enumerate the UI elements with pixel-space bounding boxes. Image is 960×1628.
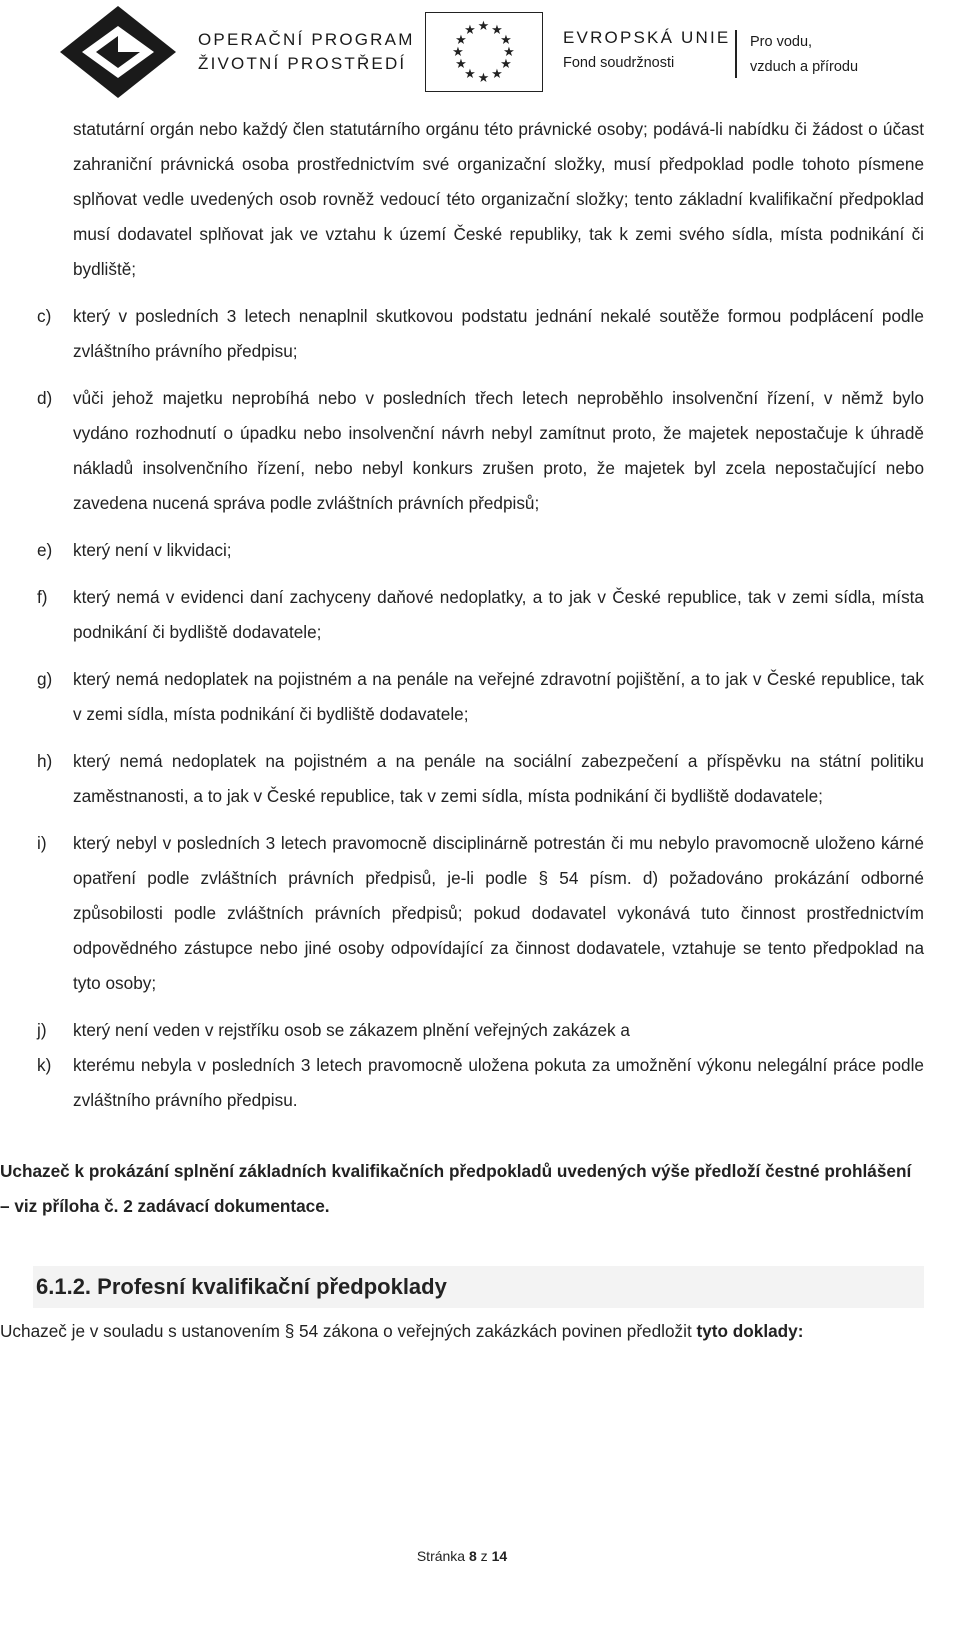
header-divider [735, 30, 737, 78]
svg-text:★: ★ [464, 23, 476, 38]
list-item-text: který nemá nedoplatek na pojistném a na penále na sociální zabezpečení a příspěvku na státní politiku zaměstnanosti, a to jak v České republice, tak v zemi sídla, místa podnikání či bydliště dodavatele; [73, 751, 924, 806]
page-total: 14 [491, 1548, 508, 1564]
eu-flag-icon [425, 12, 543, 92]
svg-text:★: ★ [500, 57, 512, 72]
svg-text:★: ★ [491, 23, 503, 38]
list-item-text: který není veden v rejstříku osob se zákazem plnění veřejných zakázek a [73, 1020, 630, 1040]
list-item [0, 299, 924, 369]
list-item-label: i) [37, 833, 47, 853]
svg-text:★: ★ [455, 57, 467, 72]
list-item-text: vůči jehož majetku neprobíhá nebo v posledních třech letech neproběhlo insolvenční řízení, v němž bylo vydáno rozhodnutí o úpadku nebo insolvenční návrh nebyl zamítnut proto, že majetek nepostačuje k úhradě nákladů insolvenčního řízení, nebo nebyl konkurs zrušen proto, že majetek byl zcela nepostačující nebo zavedena nucená správa podle zvláštních právních předpisů; [73, 388, 924, 513]
final-text: Uchazeč je v souladu s ustanovením § 54 zákona o veřejných zakázkách povinen předložit [0, 1321, 697, 1341]
list-item-label: d) [37, 388, 53, 408]
list-item-text: který nemá v evidenci daní zachyceny daňové nedoplatky, a to jak v České republice, tak v zemi sídla, místa podnikání či bydliště dodavatele; [73, 587, 924, 642]
bold-statement: Uchazeč k prokázání splnění základních kvalifikačních předpokladů uvedených výše předloží čestné prohlášení – viz příloha č. 2 zadávací dokumentace. [0, 1161, 912, 1216]
list-item [0, 580, 924, 650]
svg-text:★: ★ [464, 67, 476, 82]
slogan [750, 30, 858, 80]
list-item [0, 1013, 924, 1048]
svg-text:★: ★ [477, 19, 490, 34]
list-item-text: který není v likvidaci; [73, 540, 232, 560]
section-heading: 6.1.2. Profesní kvalifikační předpoklady [33, 1266, 924, 1308]
page-of: z [476, 1548, 492, 1564]
list-item-label: e) [37, 540, 53, 560]
page-footer [0, 1548, 924, 1564]
list-item-label: f) [37, 587, 48, 607]
eu-name: EVROPSKÁ UNIE [563, 28, 731, 47]
document-body [0, 110, 924, 1349]
list-item-text: který nemá nedoplatek na pojistném a na penále na veřejné zdravotní pojištění, a to jak v České republice, tak v zemi sídla, místa podnikání či bydliště dodavatele; [73, 669, 924, 724]
slogan-line-2: vzduch a přírodu [750, 59, 859, 75]
fund-name: Fond soudržnosti [563, 55, 675, 71]
page-header [0, 0, 960, 105]
svg-text:★: ★ [455, 33, 467, 48]
page-prefix: Stránka [416, 1548, 469, 1564]
list-item-label: g) [37, 669, 53, 689]
svg-text:★: ★ [452, 45, 464, 60]
svg-text:★: ★ [500, 33, 512, 48]
list-item-label: k) [37, 1055, 52, 1075]
svg-text:★: ★ [491, 67, 503, 82]
slogan-line-1: Pro vodu, [750, 34, 813, 50]
list-item [0, 662, 924, 732]
list-item [0, 826, 924, 1001]
list-item-text: kterému nebyla v posledních 3 letech pravomocně uložena pokuta za umožnění výkonu nelegální práce podle zvláštního právního předpisu. [73, 1055, 924, 1110]
list-item-text: který nebyl v posledních 3 letech pravomocně disciplinárně potrestán či mu nebylo pravomocně uloženo kárné opatření podle zvláštních právních předpisů, je-li podle § 54 písm. d) požadováno prokázání odborné způsobilosti podle zvláštních právních předpisů; pokud dodavatel vykonává tuto činnost prostřednictvím odpovědného zástupce nebo jiné osoby odpovídající za činnost dodavatele, vztahuje se tento předpoklad na tyto osoby; [73, 833, 924, 993]
list-item [0, 533, 924, 568]
list-item-label: c) [37, 306, 52, 326]
page-number: 8 [468, 1548, 477, 1564]
list-item [0, 1048, 924, 1118]
svg-text:★: ★ [477, 71, 490, 86]
continuation-paragraph: statutární orgán nebo každý člen statutárního orgánu této právnické osoby; podává-li nabídku či žádost o účast zahraniční právnická osoba prostřednictvím své organizační složky, musí předpoklad podle tohoto písmene splňovat vedle uvedených osob rovněž vedoucí této organizační složky; tento základní kvalifikační předpoklad musí dodavatel splňovat jak ve vztahu k území České republiky, tak k zemi svého sídla, místa podnikání či bydliště; [73, 119, 924, 279]
list-item-label: j) [37, 1020, 47, 1040]
op-program-name [198, 28, 415, 76]
list-item [0, 744, 924, 814]
list-item-label: h) [37, 751, 53, 771]
list-item [0, 381, 924, 521]
list-item-text: který v posledních 3 letech nenaplnil skutkovou podstatu jednání nekalé soutěže formou podplácení podle zvláštního právního předpisu; [73, 306, 924, 361]
final-paragraph [0, 1314, 924, 1349]
final-bold-text: tyto doklady: [696, 1321, 804, 1341]
op-zp-logo-icon [58, 4, 178, 100]
op-line-2: ŽIVOTNÍ PROSTŘEDÍ [198, 54, 407, 73]
svg-text:★: ★ [503, 45, 515, 60]
op-line-1: OPERAČNÍ PROGRAM [198, 30, 415, 49]
